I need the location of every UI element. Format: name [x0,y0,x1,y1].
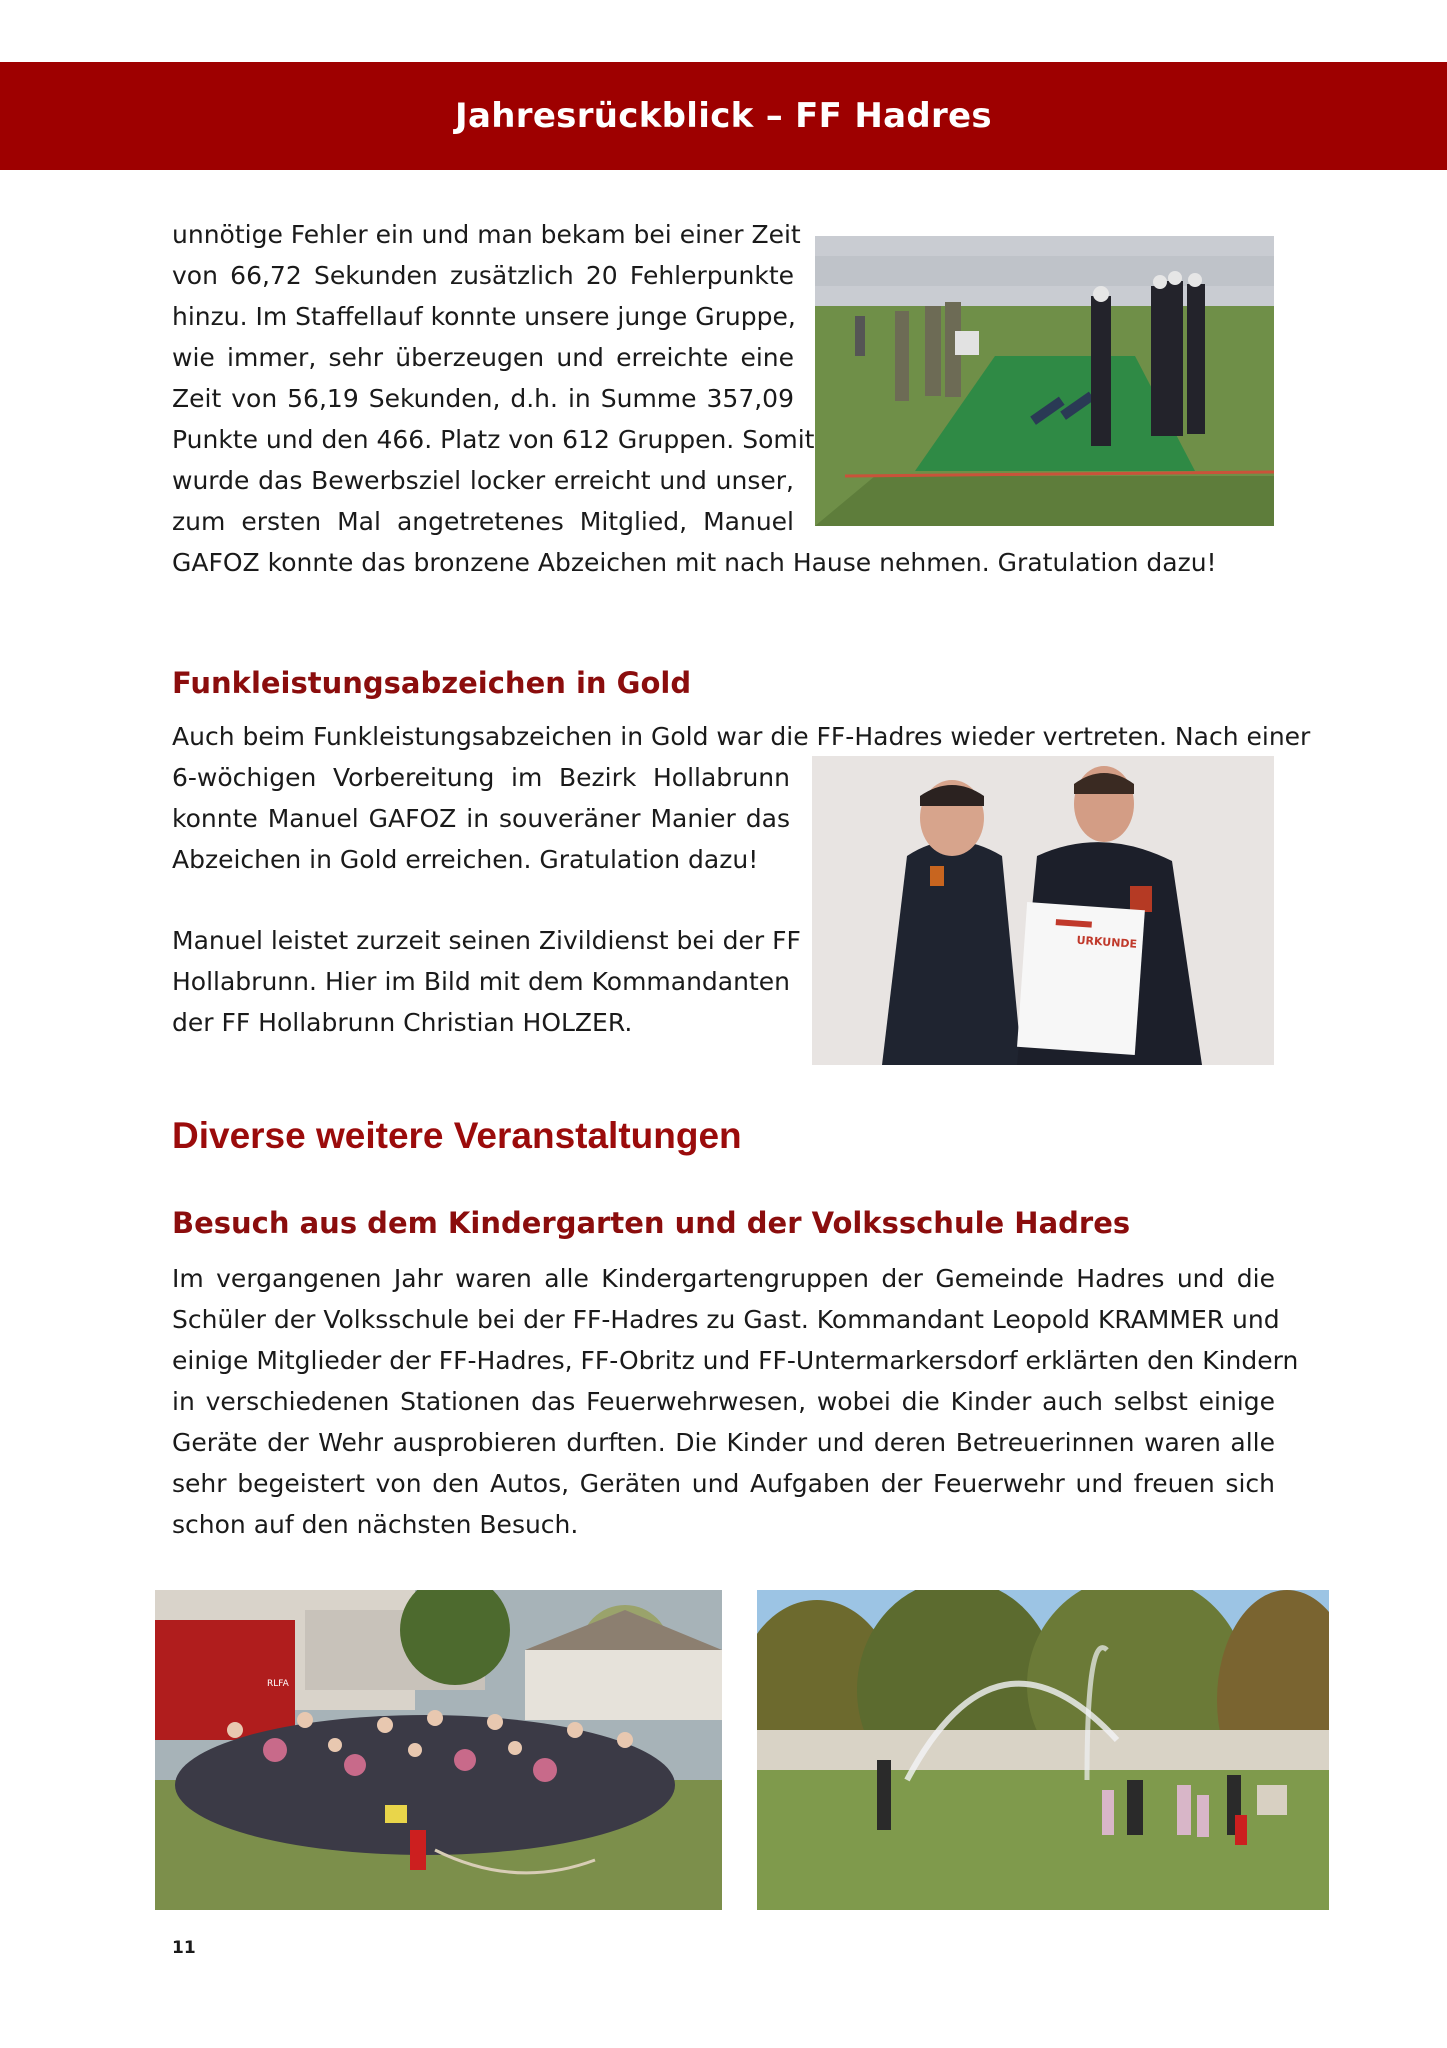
text-line: Zeit von 56,19 Sekunden, d.h. in Summe 357,09 [172,384,794,413]
intro-paragraph-end [172,542,1275,583]
header-band [0,62,1447,170]
competition-photo [815,236,1274,526]
text-line: konnte Manuel GAFOZ in souveräner Manier das [172,804,790,833]
section-heading-funk: Funkleistungsabzeichen in Gold [172,666,692,700]
visit-paragraph [172,1258,1299,1545]
text-line: Manuel leistet zurzeit seinen Zivildienst bei der FF [172,926,801,955]
text-line: GAFOZ konnte das bronzene Abzeichen mit nach Hause nehmen. Gratulation dazu! [172,548,1217,577]
certificate-photo [812,756,1274,1065]
certificate-label: URKUNDE [1076,933,1138,951]
text-line: 6-wöchigen Vorbereitung im Bezirk Hollabrunn [172,763,790,792]
text-line: unnötige Fehler ein und man bekam bei einer Zeit [172,220,801,249]
funk-paragraph [172,757,790,880]
section-heading-diverse: Diverse weitere Veranstaltungen [172,1115,742,1156]
text-line: Schüler der Volksschule bei der FF-Hadres zu Gast. Kommandant Leopold KRAMMER und [172,1305,1280,1334]
text-line: wurde das Bewerbsziel locker erreicht und unser, [172,466,794,495]
intro-paragraph [172,214,815,542]
section-heading-visit: Besuch aus dem Kindergarten und der Volksschule Hadres [172,1206,1131,1240]
text-line: Abzeichen in Gold erreichen. Gratulation dazu! [172,845,759,874]
text-line: schon auf den nächsten Besuch. [172,1510,579,1539]
text-line: zum ersten Mal angetretenes Mitglied, Manuel [172,507,794,536]
group-photo [155,1590,722,1910]
page-number: 11 [172,1938,196,1958]
text-line: einige Mitglieder der FF-Hadres, FF-Obritz und FF-Untermarkersdorf erklärten den Kindern [172,1346,1299,1375]
water-spray-photo [757,1590,1329,1910]
page-title: Jahresrückblick – FF Hadres [455,96,992,136]
funk-paragraph-2 [172,920,801,1043]
text-line: sehr begeistert von den Autos, Geräten und Aufgaben der Feuerwehr und freuen sich [172,1469,1275,1498]
text-line: Punkte und den 466. Platz von 612 Gruppen. Somit [172,425,815,454]
text-line: von 66,72 Sekunden zusätzlich 20 Fehlerpunkte [172,261,794,290]
text-line: in verschiedenen Stationen das Feuerwehrwesen, wobei die Kinder auch selbst einige [172,1387,1275,1416]
text-line: der FF Hollabrunn Christian HOLZER. [172,1008,633,1037]
text-line: wie immer, sehr überzeugen und erreichte eine [172,343,794,372]
text-line: Auch beim Funkleistungsabzeichen in Gold war die FF-Hadres wieder vertreten. Nach einer [172,722,1311,751]
truck-label: RLFA [267,1679,289,1689]
funk-paragraph-full [172,716,1311,757]
text-line: hinzu. Im Staffellauf konnte unsere junge Gruppe, [172,302,796,331]
text-line: Im vergangenen Jahr waren alle Kindergartengruppen der Gemeinde Hadres und die [172,1264,1275,1293]
text-line: Geräte der Wehr ausprobieren durften. Die Kinder und deren Betreuerinnen waren alle [172,1428,1275,1457]
text-line: Hollabrunn. Hier im Bild mit dem Kommandanten [172,967,790,996]
